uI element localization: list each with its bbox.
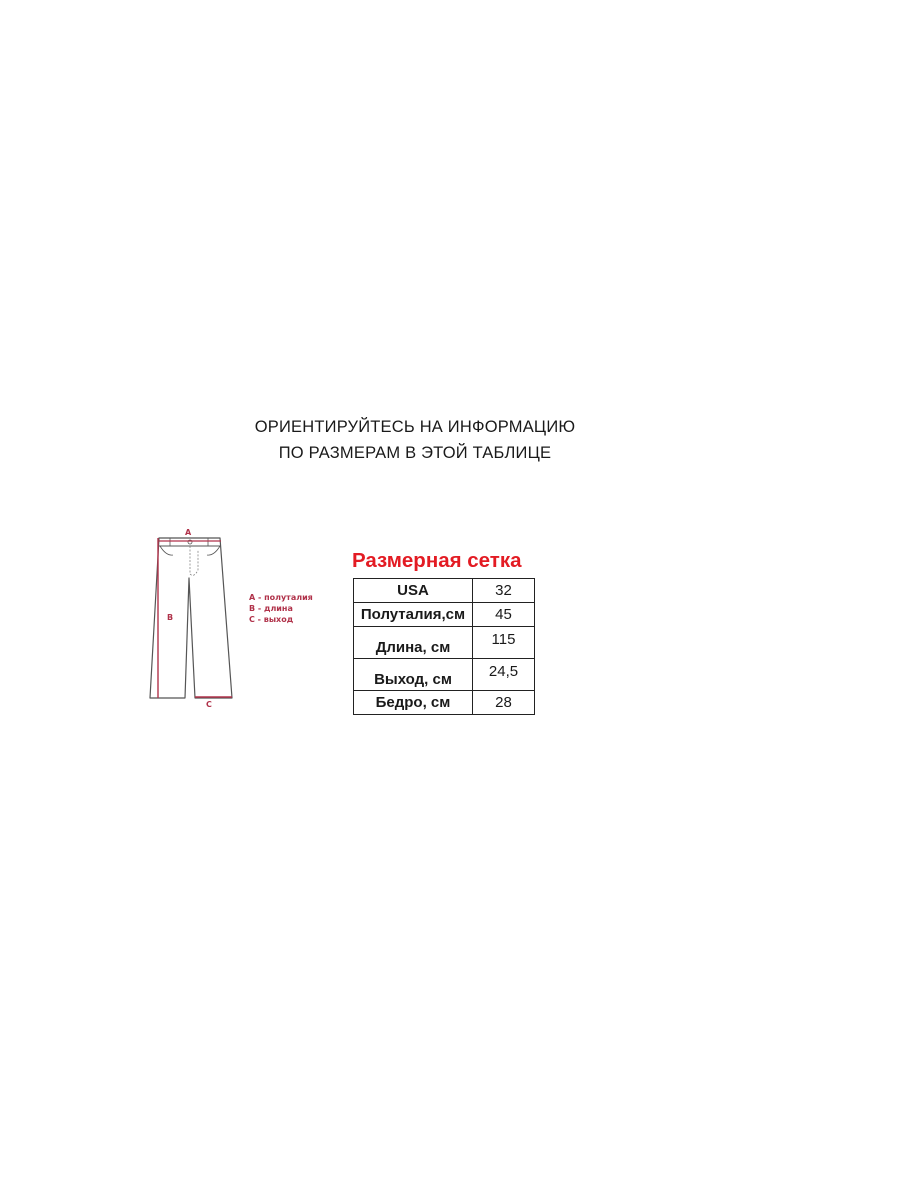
legend-item-c: C - выход: [249, 615, 294, 624]
legend-item-a: A - полуталия: [249, 593, 313, 602]
pants-outline-icon: [140, 522, 245, 717]
row-label: USA: [354, 579, 473, 603]
table-row: [354, 659, 535, 691]
row-label: Бедро, см: [354, 691, 473, 715]
measure-legend: [249, 592, 313, 625]
row-label: Длина, см: [354, 627, 473, 659]
table-row: [354, 579, 535, 603]
page-heading: [150, 414, 680, 466]
row-value: 28: [473, 691, 535, 715]
row-value: 115: [473, 627, 535, 659]
legend-item-b: B - длина: [249, 604, 293, 613]
row-value: 45: [473, 603, 535, 627]
row-value: 32: [473, 579, 535, 603]
heading-line-2: ПО РАЗМЕРАМ В ЭТОЙ ТАБЛИЦЕ: [278, 444, 552, 462]
size-chart-title: Размерная сетка: [352, 549, 522, 572]
measure-label-b: B: [167, 613, 174, 622]
table-row: [354, 603, 535, 627]
measure-label-a: A: [185, 528, 192, 537]
size-chart-table: [353, 578, 535, 715]
heading-line-1: ОРИЕНТИРУЙТЕСЬ НА ИНФОРМАЦИЮ: [254, 418, 576, 436]
pants-diagram: [140, 522, 245, 717]
row-label: Полуталия,см: [354, 603, 473, 627]
table-row: [354, 627, 535, 659]
measure-label-c: C: [206, 700, 212, 709]
table-row: [354, 691, 535, 715]
row-value: 24,5: [473, 659, 535, 691]
row-label: Выход, см: [354, 659, 473, 691]
